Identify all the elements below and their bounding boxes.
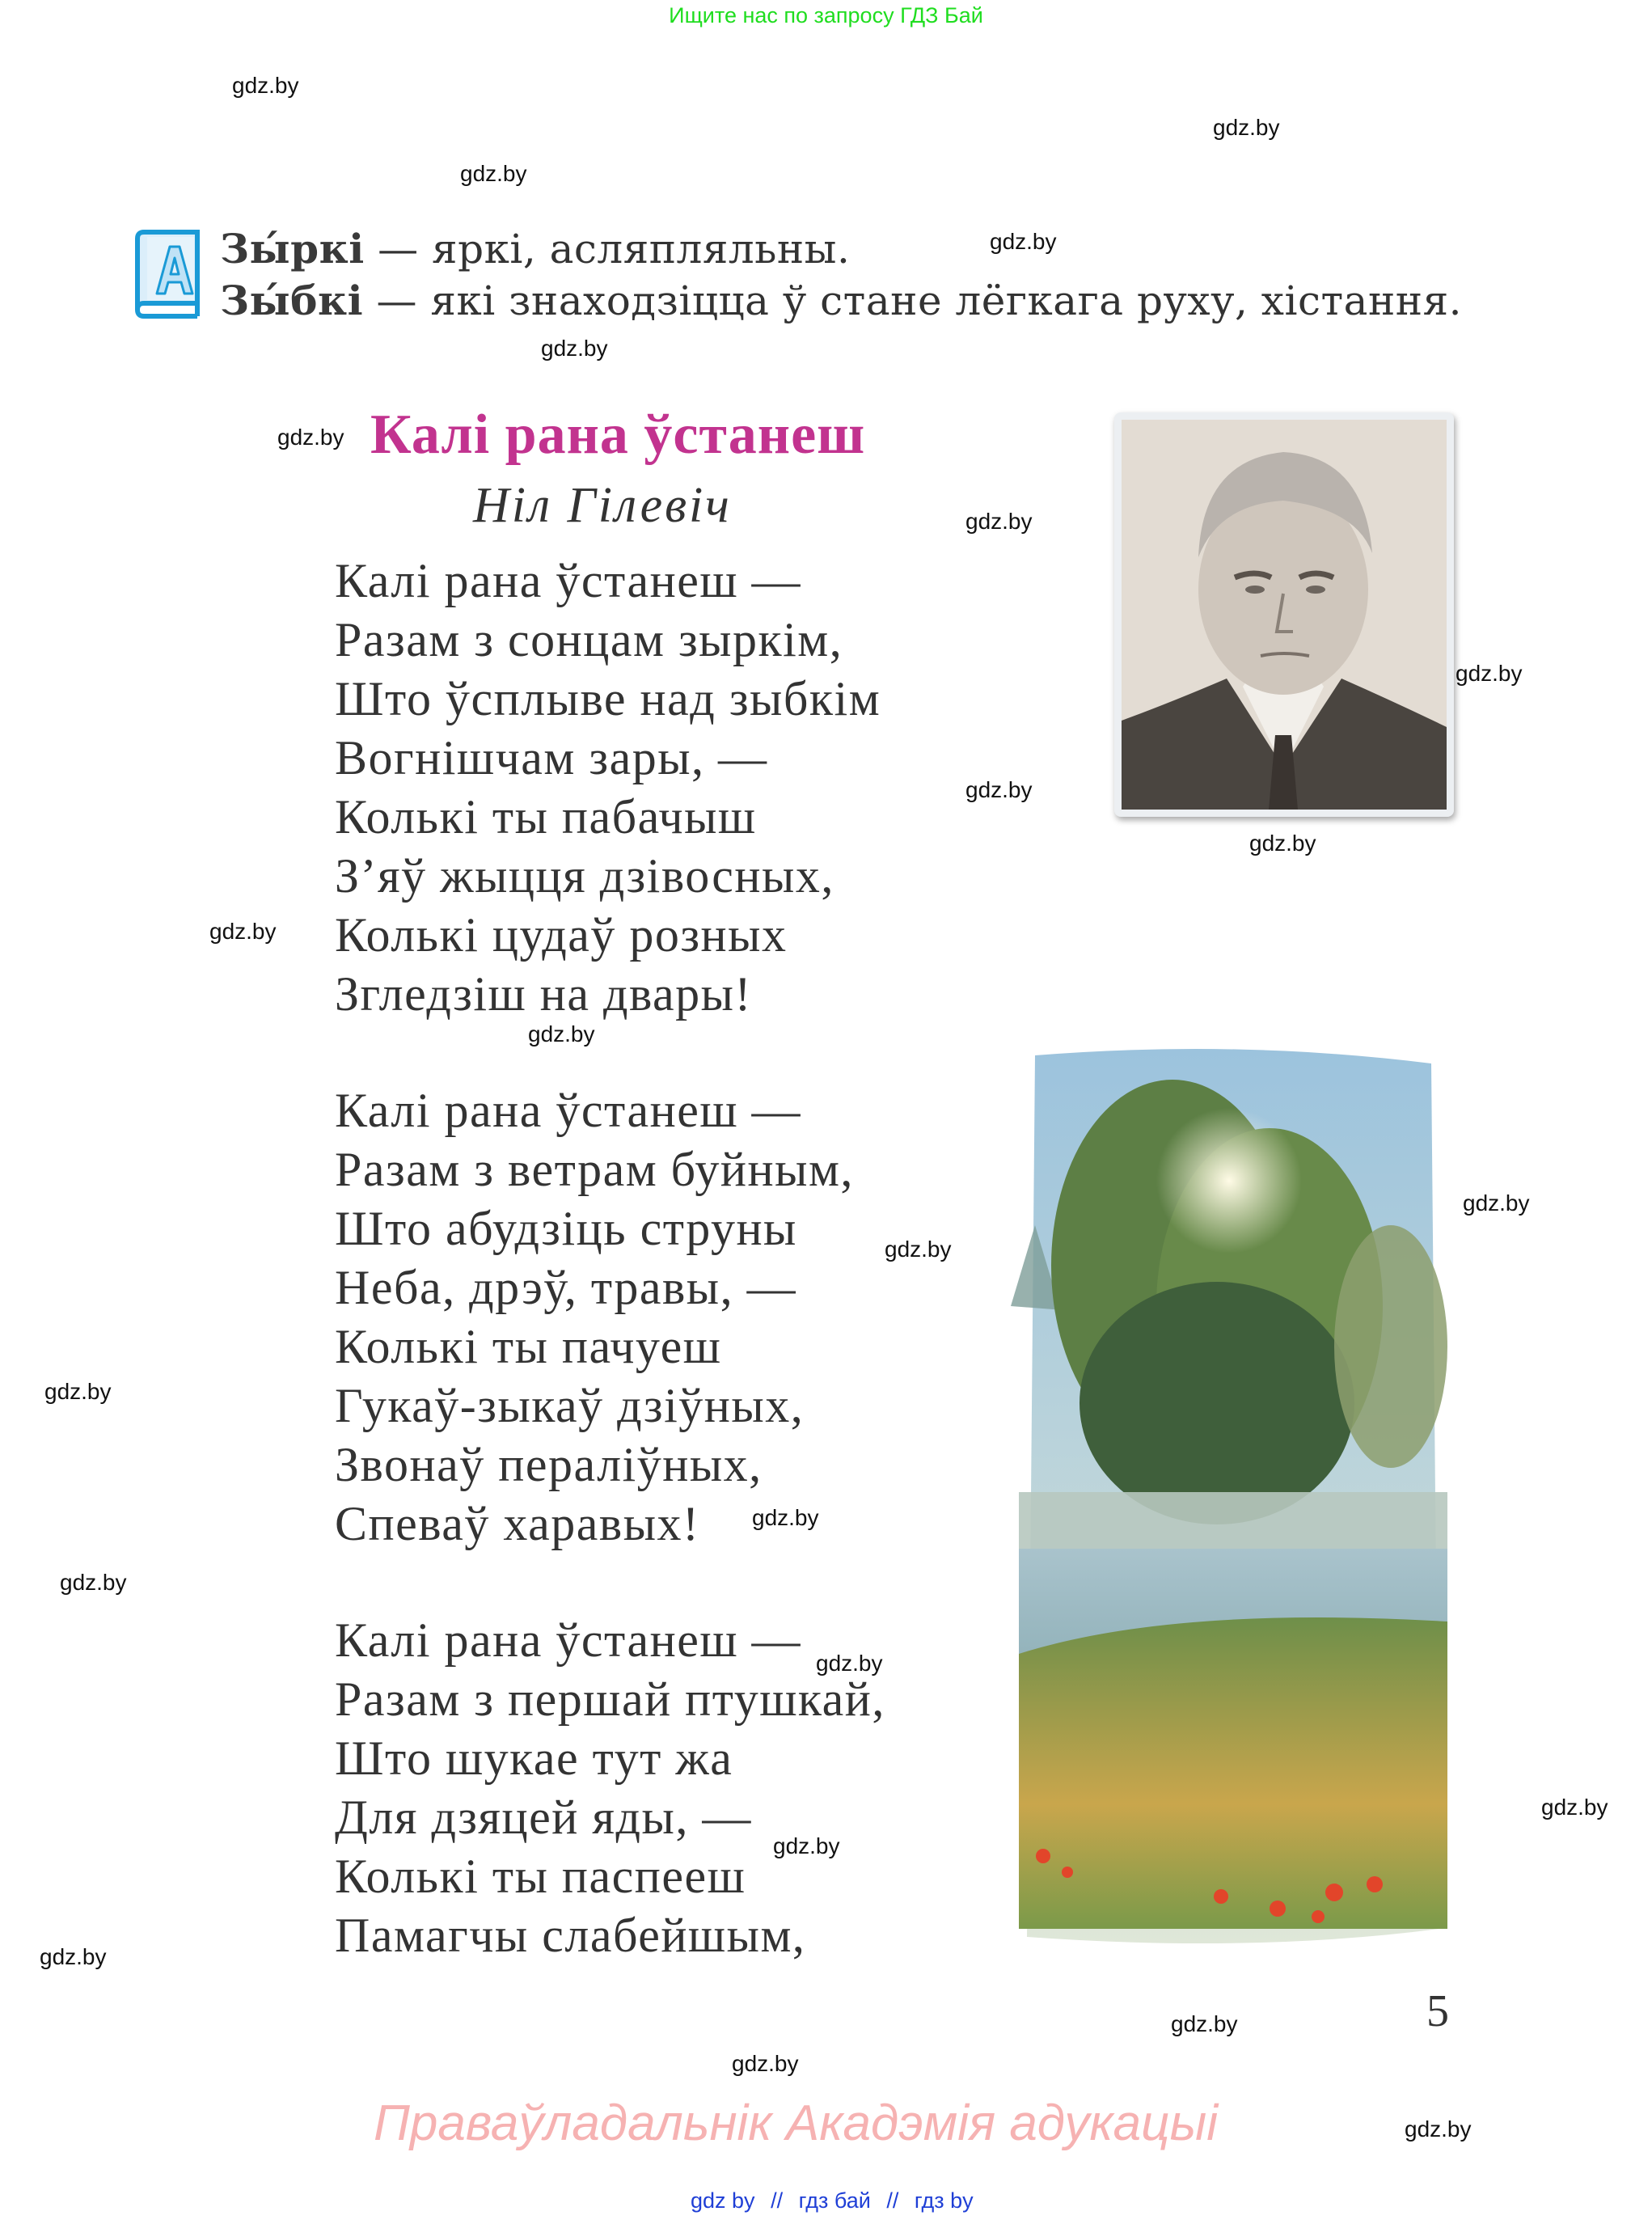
landscape-illustration [1011,1039,1460,1957]
watermark: gdz.by [965,509,1033,534]
watermark: gdz.by [816,1651,883,1676]
watermark: gdz.by [460,161,527,186]
search-banner: Ищите нас по запросу ГДЗ Бай [669,3,983,27]
watermark: gdz.by [752,1505,819,1530]
poem-line: Спеваў харавых! [335,1497,700,1550]
poem-line: Звонаў пераліўных, [335,1438,763,1491]
watermark: gdz.by [232,73,299,98]
watermark: gdz.by [990,229,1057,254]
glossary-entry [220,277,1462,324]
watermark: gdz.by [44,1379,112,1404]
poem-line: Што шукае тут жа [335,1731,733,1785]
watermark: gdz.by [885,1237,952,1262]
poem-stanza-3 [335,1611,885,1965]
poem-line: Памагчы слабейшым, [335,1909,806,1962]
watermark: gdz.by [528,1021,595,1046]
watermark: gdz.by [40,1944,107,1969]
poem-line: Вогнішчам зары, — [335,731,768,784]
watermark: gdz.by [1456,661,1523,686]
glossary-term: Зы́ркі [220,225,365,273]
watermark: gdz.by [277,425,344,450]
watermark: gdz.by [773,1833,840,1858]
dictionary-book-icon [129,229,202,319]
poem-author: Ніл Гілевіч [473,478,732,533]
poem-line: Для дзяцей яды, — [335,1791,752,1844]
poem-line: Калі рана ўстанеш — [335,554,802,607]
glossary-definition: — яркі, асляпляльны. [364,226,851,273]
poem-stanza-1 [335,552,881,1024]
poem-line: Разам з першай птушкай, [335,1672,885,1726]
poem-stanza-2 [335,1081,854,1554]
footer-link-gdz-bai[interactable]: гдз бай [798,2188,871,2213]
poem-line: Разам з сонцам зыркім, [335,613,843,666]
watermark: gdz.by [1249,831,1316,856]
footer-link-gdz-by[interactable]: gdz by [691,2188,755,2213]
watermark: gdz.by [60,1570,127,1595]
footer-separator: // [771,2188,784,2213]
poem-title: Калі рана ўстанеш [370,404,866,466]
watermark: gdz.by [1463,1190,1530,1216]
portrait-photo [1122,420,1447,810]
watermark: gdz.by [1541,1795,1608,1820]
watermark: gdz.by [965,777,1033,802]
watermark: gdz.by [541,336,608,361]
glossary-term: Зы́бкі [220,277,364,324]
poem-line: Гукаў-зыкаў дзіўных, [335,1379,805,1432]
footer-links [686,2188,978,2213]
author-portrait [1114,412,1454,817]
poem-line: Што абудзіць струны [335,1202,797,1255]
poem-line: Колькі ты пабачыш [335,790,757,844]
watermark: gdz.by [732,2051,799,2076]
footer-separator: // [886,2188,899,2213]
poem-line: Калі рана ўстанеш — [335,1613,802,1667]
page-number: 5 [1426,1986,1449,2036]
glossary-definition: — які знаходзіцца ў стане лёгкага руху, хістання. [363,277,1463,324]
poem-line: Згледзіш на двары! [335,967,752,1021]
poem-line: Разам з ветрам буйным, [335,1143,854,1196]
poem-line: Колькі ты пачуеш [335,1320,722,1373]
watermark: gdz.by [1213,115,1280,140]
watermark: gdz.by [209,919,277,944]
poem-line: З’яў жыцця дзівосных, [335,849,834,903]
poem-line: Колькі цудаў розных [335,908,788,962]
poem-line: Колькі ты паспееш [335,1850,746,1903]
watermark: gdz.by [1171,2011,1238,2036]
poem-line: Неба, дрэў, травы, — [335,1261,797,1314]
poem-line: Калі рана ўстанеш — [335,1084,802,1137]
rights-holder-watermark: Праваўладальнік Акадэмія адукацыі [374,2095,1218,2151]
poem-line: Што ўсплыве над зыбкім [335,672,881,725]
watermark: gdz.by [1405,2116,1472,2142]
footer-link-gdz-by-cyr[interactable]: гдз by [914,2188,974,2213]
glossary-entry [220,225,850,273]
